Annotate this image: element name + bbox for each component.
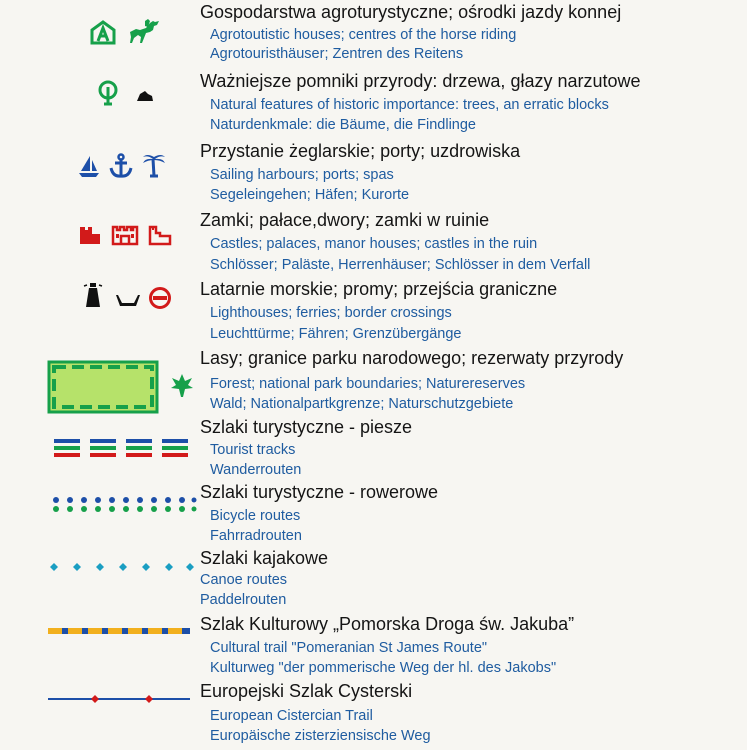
legend-label-en: Sailing harbours; ports; spas (210, 167, 394, 183)
legend-label-en: Agrotoutistic houses; centres of the horse riding (210, 27, 517, 43)
legend-label-de: Agrotouristhäuser; Zentren des Reitens (210, 46, 464, 62)
border-crossing-icon (148, 286, 172, 310)
hiking-trail-line (54, 439, 190, 457)
ferry-icon (115, 292, 141, 308)
horse-riding-icon (128, 18, 160, 44)
castle-ruin-icon (148, 225, 172, 245)
legend-label-de: Fahrradrouten (210, 528, 302, 544)
nature-reserve-leaf-icon (170, 373, 194, 399)
legend-label-en: Natural features of historic importance: trees, an erratic blocks (210, 97, 609, 113)
legend-label-pl: Szlak Kulturowy „Pomorska Droga św. Jakuba” (200, 614, 575, 634)
legend-label-pl: Gospodarstwa agroturystyczne; ośrodki jazdy konnej (200, 2, 622, 22)
tree-monument-icon (97, 81, 119, 105)
legend-label-pl: Europejski Szlak Cysterski (200, 681, 413, 701)
legend-label-pl: Ważniejsze pomniki przyrody: drzewa, głazy narzutowe (200, 71, 641, 91)
legend-label-de: Wanderrouten (210, 462, 302, 478)
legend-label-de: Segeleingehen; Häfen; Kurorte (210, 187, 410, 203)
sailing-harbour-icon (78, 154, 100, 178)
legend-label-de: Kulturweg "der pommerische Weg der hl. des Jakobs" (210, 660, 557, 676)
castle-icon (79, 225, 101, 245)
legend-label-pl: Przystanie żeglarskie; porty; uzdrowiska (200, 141, 521, 161)
legend-label-pl: Szlaki kajakowe (200, 548, 329, 568)
erratic-boulder-icon (136, 90, 154, 102)
legend-label-pl: Szlaki turystyczne - rowerowe (200, 482, 439, 502)
legend-label-en: Lighthouses; ferries; border crossings (210, 305, 452, 321)
palace-icon (112, 225, 138, 245)
legend-label-en: Forest; national park boundaries; Naturereserves (210, 376, 526, 392)
legend-label-de: Europäische zisterziensische Weg (210, 728, 431, 744)
legend-label-en: European Cistercian Trail (210, 708, 373, 724)
legend-label-pl: Szlaki turystyczne - piesze (200, 417, 413, 437)
canoe-route-line (50, 562, 194, 572)
bicycle-route-line (52, 496, 196, 514)
legend-label-pl: Lasy; granice parku narodowego; rezerwaty przyrody (200, 348, 624, 368)
cistercian-trail-line (48, 694, 190, 704)
spa-palm-icon (141, 152, 167, 178)
legend-label-de: Naturdenkmale: die Bäume, die Findlinge (210, 117, 476, 133)
st-james-route-line (48, 628, 190, 634)
legend-label-de: Schlösser; Paläste, Herrenhäuser; Schlösser in dem Verfall (210, 257, 591, 273)
legend-label-de: Paddelrouten (200, 592, 287, 608)
agritourism-house-icon (90, 20, 116, 44)
legend-label-pl: Zamki; pałace,dwory; zamki w ruinie (200, 210, 490, 230)
legend-label-de: Leuchttürme; Fähren; Grenzübergänge (210, 326, 462, 342)
legend-label-en: Cultural trail "Pomeranian St James Route" (210, 640, 488, 656)
forest-park-boundary-icon (48, 361, 158, 413)
legend-label-de: Wald; Nationalpartkgrenze; Naturschutzgebiete (210, 396, 514, 412)
legend-label-pl: Latarnie morskie; promy; przejścia graniczne (200, 279, 558, 299)
legend-label-en: Tourist tracks (210, 442, 296, 458)
legend-label-en: Castles; palaces, manor houses; castles in the ruin (210, 236, 538, 252)
legend-label-en: Bicycle routes (210, 508, 301, 524)
lighthouse-icon (84, 282, 102, 308)
port-anchor-icon (108, 153, 134, 179)
legend-label-en: Canoe routes (200, 572, 288, 588)
